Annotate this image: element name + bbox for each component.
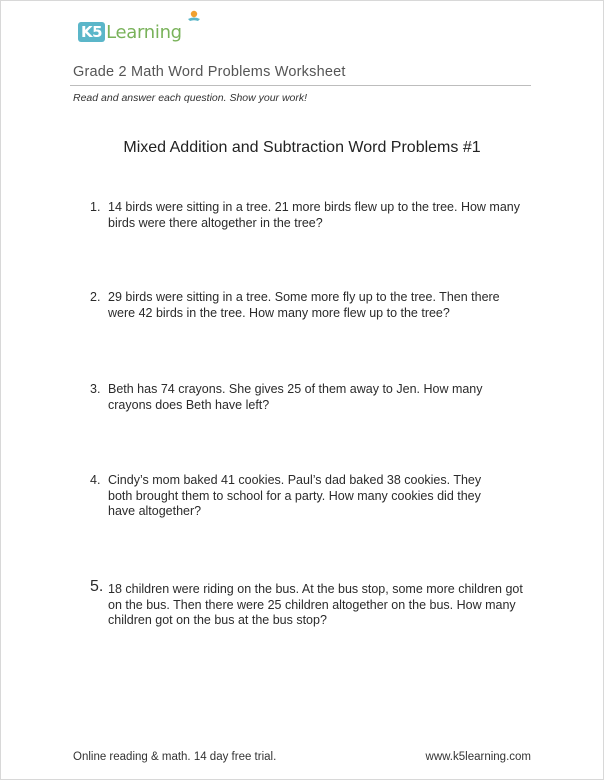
instructions: Read and answer each question. Show your work! (73, 92, 308, 104)
logo-k5-badge: K5 (78, 22, 105, 42)
logo-learning-text (106, 22, 182, 43)
problem-number: 5. (90, 578, 104, 595)
problem-text: 18 children were riding on the bus. At the bus stop, some more children got on the bus. Then there were 25 children altogether on the bus. How many children got on the bus at the bus stop? (108, 582, 523, 627)
problem-text: Beth has 74 crayons. She gives 25 of them away to Jen. How many crayons does Beth have left? (108, 382, 483, 412)
logo-figure-icon (186, 10, 202, 32)
problem-text: Cindy’s mom baked 41 cookies. Paul’s dad baked 38 cookies. They both brought them to school for a party. How many cookies did they have altogether? (108, 473, 482, 518)
problem-number: 1. (90, 200, 101, 214)
problem-text: 29 birds were sitting in a tree. Some more fly up to the tree. Then there were 42 birds in the tree. How many more flew up to the tree? (108, 290, 500, 320)
problem-5 (90, 578, 530, 629)
problem-text: 14 birds were sitting in a tree. 21 more birds flew up to the tree. How many birds were there altogether in the tree? (108, 200, 520, 230)
problem-number: 4. (90, 473, 101, 487)
problem-number: 3. (90, 382, 101, 396)
header-divider (70, 85, 531, 86)
page-title: Mixed Addition and Subtraction Word Problems #1 (123, 139, 481, 156)
k5-learning-logo (78, 16, 182, 48)
problem-3 (90, 382, 530, 413)
worksheet-title: Grade 2 Math Word Problems Worksheet (73, 64, 346, 80)
problem-4 (90, 473, 530, 520)
problem-number: 2. (90, 290, 101, 304)
problem-2 (90, 290, 530, 321)
footer-promo: Online reading & math. 14 day free trial. (73, 751, 277, 763)
logo-learning-label: Learning (106, 21, 182, 43)
footer-url-link[interactable]: www.k5learning.com (425, 751, 531, 763)
problem-1 (90, 200, 530, 231)
